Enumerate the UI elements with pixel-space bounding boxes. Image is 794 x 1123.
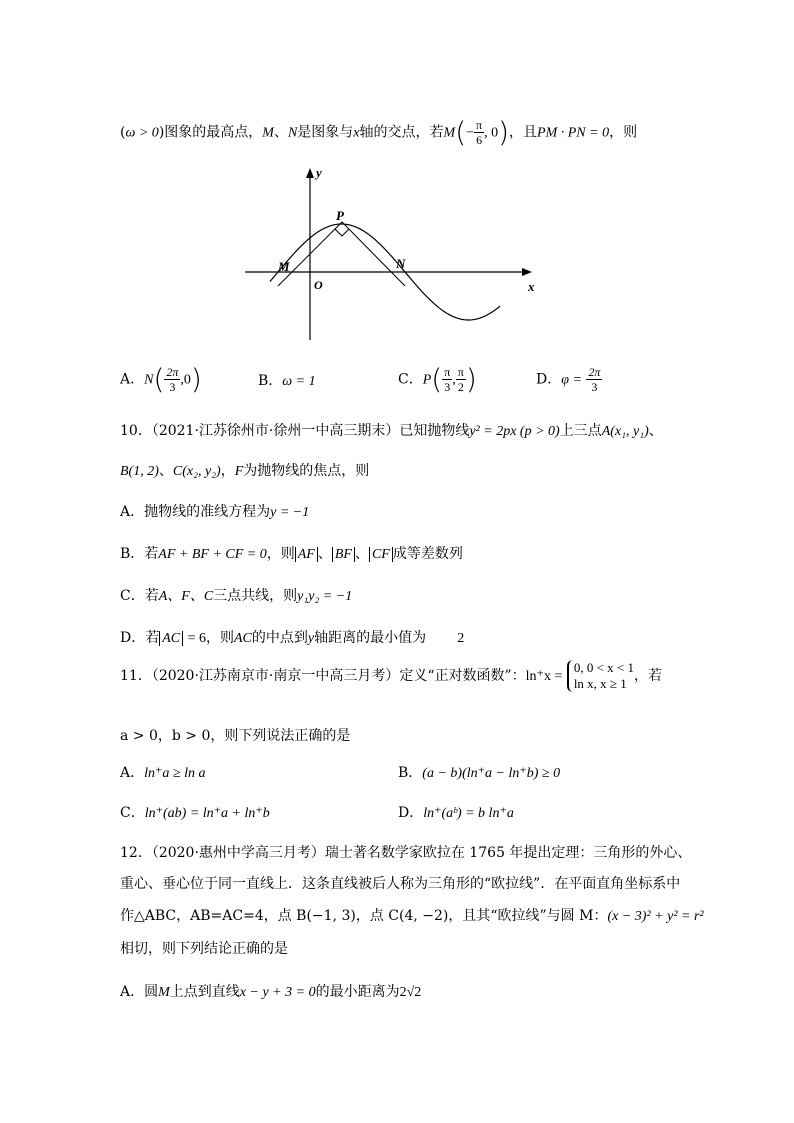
q10-option-a[interactable]: A．抛物线的准线方程为y = −1 xyxy=(120,504,310,520)
q10-option-b[interactable]: B．若AF + BF + CF = 0，则 AF 、 BF 、 CF 成等差数列 xyxy=(120,546,463,562)
q9-option-a[interactable]: A．N( $\frac{2\pi}{3}$ ,0) xyxy=(120,362,202,396)
q11-option-c[interactable]: C．ln⁺(ab) = ln⁺a + ln⁺b xyxy=(120,805,270,821)
sine-graph xyxy=(240,160,540,350)
n-label: N xyxy=(396,256,406,271)
q11-option-d[interactable]: D．ln⁺(aᵇ) = b ln⁺a xyxy=(398,805,514,821)
q11-option-a[interactable]: A．ln⁺a ≥ ln a xyxy=(120,765,206,781)
y-axis-label: y xyxy=(316,165,322,180)
q12-stem-4: 相切，则下列结论正确的是 xyxy=(120,941,288,957)
q11-stem-1: 11．（2020·江苏南京市·南京一中高三月考）定义“正对数函数”：ln⁺x = 0, 0 < x < 1 ln x, x ≥ 1 ，若 xyxy=(120,660,662,691)
origin-label: O xyxy=(314,278,323,292)
q12-stem-3: 作△ABC，AB=AC=4，点 B(−1, 3)，点 C(4, −2)，且其“欧拉线”与圆 M：(x − 3)² + y² = r² xyxy=(120,908,704,924)
q10-option-c[interactable]: C．若A、F、C三点共线，则y₁y₂ = −1 xyxy=(120,588,353,604)
m-fraction: $\frac{\pi}{6}$ xyxy=(476,118,483,147)
q11-stem-2: a > 0，b > 0，则下列说法正确的是 xyxy=(120,728,351,744)
p-label: P xyxy=(336,208,344,223)
q10-option-d[interactable]: D．若 AC = 6，则AC的中点到y轴距离的最小值为 2 xyxy=(120,630,465,646)
q9-option-d[interactable]: D．φ = $\frac{2\pi}{3}$ xyxy=(536,365,601,394)
q9-stem-line: (ω > 0)图象的最高点，M、N是图象与x轴的交点，若M(− $\frac{\pi}{6}$ , 0)，且PM · PN = 0，则 xyxy=(120,115,638,149)
q9-option-c[interactable]: C．P( $\frac{\pi}{3}$ , $\frac{\pi}{2}$ ) xyxy=(398,362,477,396)
q10-stem-1: 10．（2021·江苏徐州市·徐州一中高三期末）已知抛物线y² = 2px (p > 0)上三点A(x₁, y₁)、 xyxy=(120,423,663,439)
q12-stem-1: 12．（2020·惠州中学高三月考）瑞士著名数学家欧拉在 1765 年提出定理：三角形的外心、 xyxy=(120,845,692,861)
q12-option-a[interactable]: A．圆M上点到直线x − y + 3 = 0的最小距离为2√2 xyxy=(120,984,422,1000)
q10-stem-2: B(1, 2)、C(x₂, y₂)，F为抛物线的焦点，则 xyxy=(120,463,370,479)
x-axis-label: x xyxy=(528,279,535,294)
piecewise-cases: 0, 0 < x < 1 ln x, x ≥ 1 xyxy=(567,660,634,692)
q12-stem-2: 重心、垂心位于同一直线上．这条直线被后人称为三角形的“欧拉线”．在平面直角坐标系中 xyxy=(120,876,681,892)
q9-option-b[interactable]: B．ω = 1 xyxy=(258,373,316,389)
dot-product-expr: PM · PN = 0 xyxy=(537,125,610,141)
m-label: M xyxy=(278,259,290,274)
q11-option-b[interactable]: B．(a − b)(ln⁺a − ln⁺b) ≥ 0 xyxy=(398,765,561,781)
